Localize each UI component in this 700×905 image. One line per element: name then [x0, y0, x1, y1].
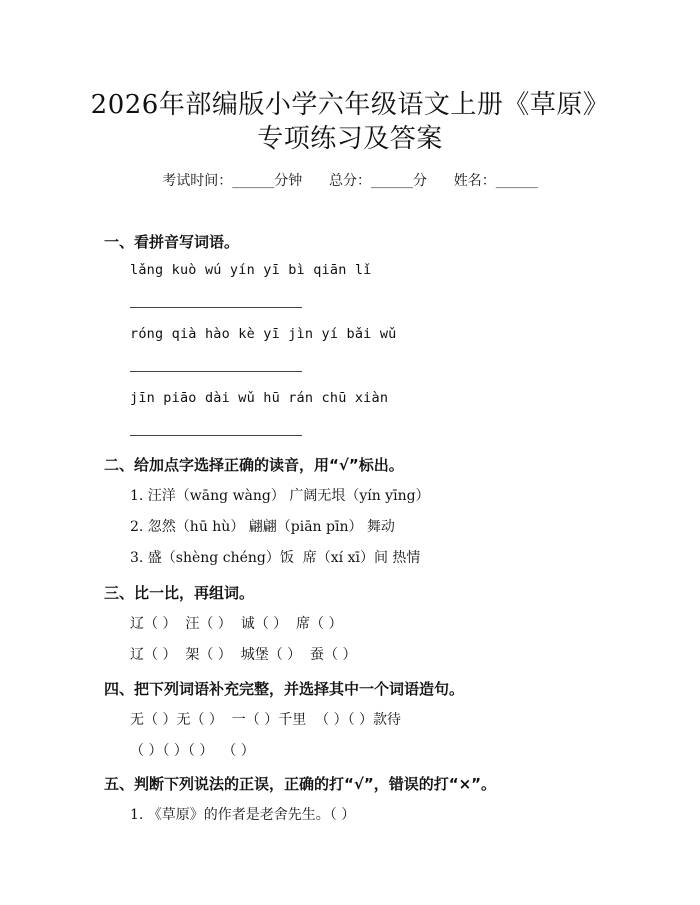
answer-line — [130, 371, 302, 372]
list-item: 1. 汪洋（wāng wàng） 广阔无垠（yín yīng） — [130, 488, 430, 504]
section-3-heading: 三、比一比，再组词。 — [104, 584, 255, 602]
list-item: 无（ ）无（ ） 一（ ）千里 （ ）（ ）款待 — [130, 712, 402, 728]
section-1-heading: 一、看拼音写词语。 — [104, 233, 240, 251]
list-item: 2. 忽然（hū hù） 翩翩（piān pīn） 舞动 — [130, 519, 395, 535]
section-4-heading: 四、把下列词语补充完整，并选择其中一个词语造句。 — [104, 680, 465, 698]
page-subtitle: 专项练习及答案 — [257, 124, 443, 154]
section-2-heading: 二、给加点字选择正确的读音，用“√”标出。 — [104, 456, 404, 474]
answer-line — [130, 435, 302, 436]
pinyin-item: jīn piāo dài wǔ hū rán chū xiàn — [130, 390, 389, 406]
list-item: （ ）（ ）（ ） （ ） — [130, 743, 255, 759]
answer-line — [130, 307, 302, 308]
list-item: 辽（ ） 架（ ） 城堡（ ） 蚕（ ） — [130, 647, 357, 663]
exam-info-line: 考试时间：______分钟 总分：______分 姓名：______ — [162, 173, 538, 189]
pinyin-item: lǎng kuò wú yín yī bì qiān lǐ — [130, 262, 372, 278]
pinyin-item: róng qià hào kè yī jìn yí bǎi wǔ — [130, 326, 397, 342]
list-item: 3. 盛（shèng chéng）饭 席（xí xī）间 热情 — [130, 550, 421, 566]
list-item: 辽（ ） 汪（ ） 诚（ ） 席（ ） — [130, 616, 343, 632]
list-item: 1. 《草原》的作者是老舍先生。（ ） — [130, 807, 356, 823]
page-title: 2026年部编版小学六年级语文上册《草原》 — [90, 90, 610, 120]
section-5-heading: 五、判断下列说法的正误，正确的打“√”，错误的打“×”。 — [104, 775, 497, 793]
